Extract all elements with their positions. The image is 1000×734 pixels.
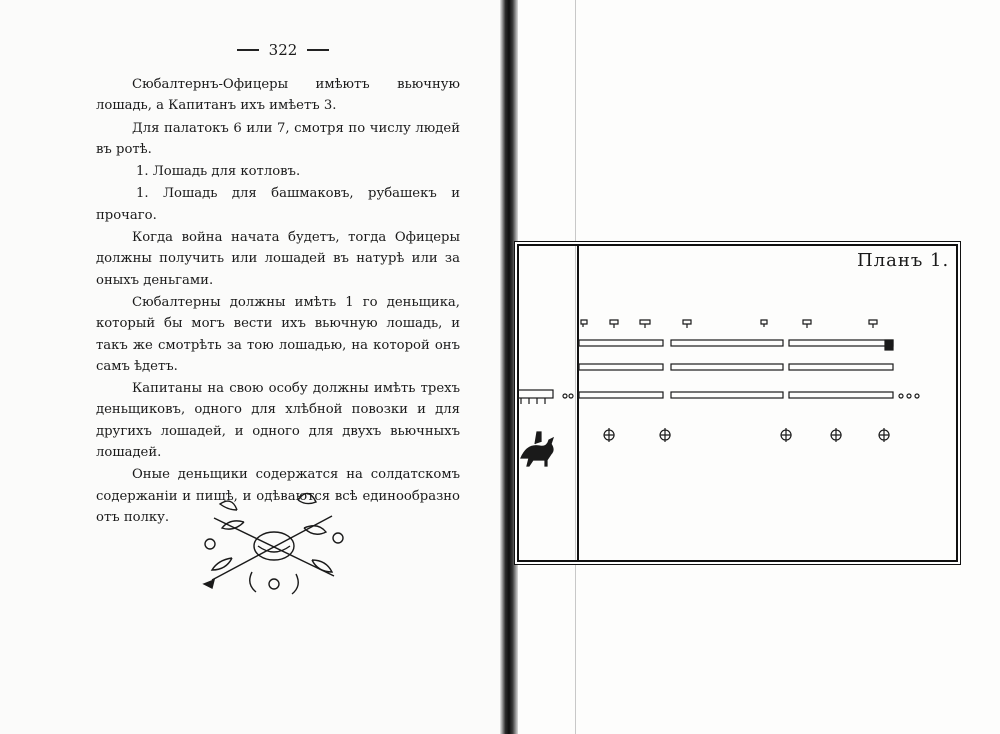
head-rule-left [237, 49, 259, 51]
page-number: 322 [268, 41, 298, 59]
paragraph: Для палатокъ 6 или 7, смотря по числу людей въ ротѣ. [96, 120, 460, 157]
camp-plan-diagram [517, 244, 954, 558]
paragraph: Оные деньщики содержатся на солдатскомъ содержаніи и пищѣ, и одѣваются всѣ единообразно отъ полку. [96, 467, 460, 525]
list-item: 1. Лошадь для башмаковъ, рубашекъ и прочаго. [96, 186, 460, 223]
plan-title: Планъ 1. [857, 250, 950, 271]
camp-row [579, 364, 893, 370]
horseman-icon [521, 432, 553, 466]
paragraph: Капитаны на свою особу должны имѣть трехъ деньщиковъ, одного для хлѣбной повозки и для другихъ лошадей, и одного для двухъ вьючныхъ лошадей. [96, 381, 460, 461]
book-gutter [500, 0, 518, 734]
paragraph: Сюбалтернъ-Офицеры имѣютъ вьючную лошадь, а Капитанъ ихъ имѣетъ 3. [96, 77, 460, 114]
wagon-park-icon [517, 390, 553, 404]
paragraph: Сюбалтерны должны имѣть 1 го деньщика, который бы могъ вести ихъ вьючную лошадь, и такъ же смотрѣть за тою лошадью, на которой онъ самъ ѣдетъ. [96, 294, 460, 374]
running-head [228, 40, 338, 60]
tent-marker-icon [581, 320, 877, 328]
camp-row [579, 340, 893, 350]
list-item: 1. Лошадь для котловъ. [136, 164, 301, 180]
paragraph: Когда война начата будетъ, тогда Офицеры должны получить или лошадей въ натурѣ или за оныхъ деньгами. [96, 230, 460, 288]
body-text [96, 74, 460, 529]
camp-row [563, 392, 919, 398]
head-rule-right [307, 49, 329, 51]
sentry-post-icon [604, 428, 889, 442]
floral-trophy-vignette-icon [192, 488, 358, 602]
